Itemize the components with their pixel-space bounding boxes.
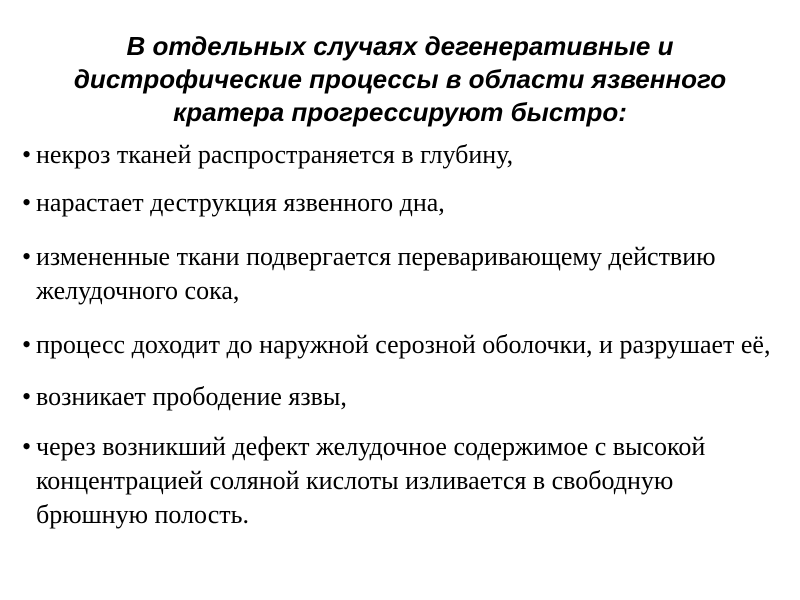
bullet-dot-icon: • <box>22 140 32 169</box>
bullet-dot-icon: • <box>22 330 32 359</box>
bullet-dot-icon: • <box>22 432 32 461</box>
list-item <box>22 328 782 362</box>
bullet-list <box>22 138 782 532</box>
bullet-text: нарастает деструкция язвенного дна, <box>36 188 445 217</box>
bullet-text: возникает прободение язвы, <box>36 382 347 411</box>
bullet-text: измененные ткани подвергается переваривающему действию желудочного сока, <box>36 242 716 305</box>
list-item <box>22 186 782 220</box>
list-item <box>22 380 782 414</box>
slide-title: В отдельных случаях дегенеративные и дистрофические процессы в области язвенного кратера прогрессируют быстро: <box>73 31 727 127</box>
bullet-dot-icon: • <box>22 382 32 411</box>
list-item <box>22 138 782 172</box>
list-item <box>22 240 782 308</box>
bullet-text: процесс доходит до наружной серозной оболочки, и разрушает её, <box>36 330 771 359</box>
bullet-text: некроз тканей распространяется в глубину, <box>36 140 514 169</box>
bullet-text: через возникший дефект желудочное содержимое с высокой концентрацией соляной кислоты изливается в свободную брюшную полость. <box>36 432 706 529</box>
bullet-dot-icon: • <box>22 242 32 271</box>
bullet-dot-icon: • <box>22 188 32 217</box>
list-item <box>22 430 782 532</box>
